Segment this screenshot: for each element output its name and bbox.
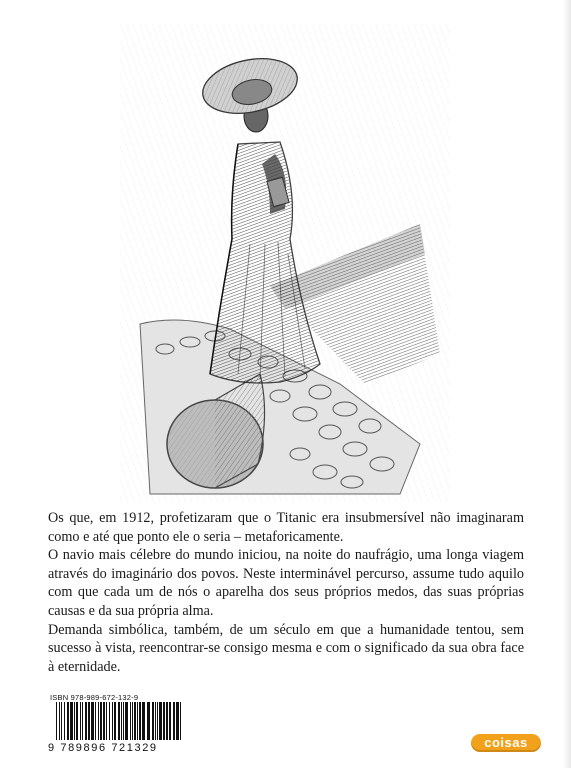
barcode-bar <box>56 702 57 740</box>
barcode-bar <box>152 702 154 740</box>
barcode-bar <box>130 702 131 740</box>
barcode-bar <box>74 702 75 740</box>
barcode-bar <box>159 702 162 740</box>
barcode-bar <box>80 702 81 740</box>
barcode-bar <box>123 702 124 740</box>
barcode-bar <box>132 702 133 740</box>
barcode-bar <box>139 702 141 740</box>
blurb-paragraph-1: Os que, em 1912, profetizaram que o Titanic era insubmersível não imaginaram como e até que ponto ele o seria – metaforicamente. <box>48 510 524 545</box>
barcode-bar <box>64 702 65 740</box>
barcode-bar <box>134 702 136 740</box>
barcode-bar <box>103 702 105 740</box>
barcode-bar <box>125 702 128 740</box>
barcode-bar <box>121 702 122 740</box>
barcode-bar <box>180 702 181 740</box>
barcode-bar <box>147 702 150 740</box>
barcode-bar <box>118 702 120 740</box>
barcode-bar <box>95 702 96 740</box>
barcode-bar <box>169 702 171 740</box>
barcode-digits: 9 789896 721329 <box>48 742 158 754</box>
barcode-bar <box>88 702 90 740</box>
barcode-bar <box>98 702 99 740</box>
barcode-bar <box>157 702 158 740</box>
blurb-paragraph-2: O navio mais célebre do mundo iniciou, na noite do naufrágio, uma longa viagem através do imaginário dos povos. Neste interminável percurso, assume tudo aquilo com que cada um de nós o aparelha dos seus próprios medos, das suas próprias causas e da sua própria alma. <box>48 547 524 619</box>
barcode-bar <box>173 702 175 740</box>
barcode-bar <box>106 702 107 740</box>
barcode-bar <box>59 702 60 740</box>
barcode-bar <box>112 702 113 740</box>
barcode-bar <box>85 702 87 740</box>
barcode-bar <box>166 702 168 740</box>
barcode-bar <box>82 702 83 740</box>
barcode-bar <box>91 702 94 740</box>
barcode-bar <box>142 702 145 740</box>
barcode-bar <box>67 702 69 740</box>
barcode-bar <box>137 702 138 740</box>
barcode-bar <box>100 702 102 740</box>
blurb-paragraph-3: Demanda simbólica, também, de um século em que a humanidade tentou, sem sucesso à vista, reencontrar-se consigo mesma e com o significado da sua obra face à eternidade. <box>48 621 524 675</box>
back-cover-blurb <box>48 509 524 676</box>
barcode-bar <box>155 702 156 740</box>
barcode-bar <box>76 702 78 740</box>
barcode-bar <box>109 702 110 740</box>
isbn-label: ISBN 978-989-672-132-9 <box>50 693 139 702</box>
barcode-bar <box>114 702 116 740</box>
cover-illustration <box>120 24 450 502</box>
barcode-bar <box>163 702 165 740</box>
page-edge <box>563 0 571 768</box>
barcode-bar <box>70 702 73 740</box>
barcode-bar <box>61 702 62 740</box>
barcode-bar <box>176 702 179 740</box>
publisher-logo: coisas <box>471 734 541 752</box>
